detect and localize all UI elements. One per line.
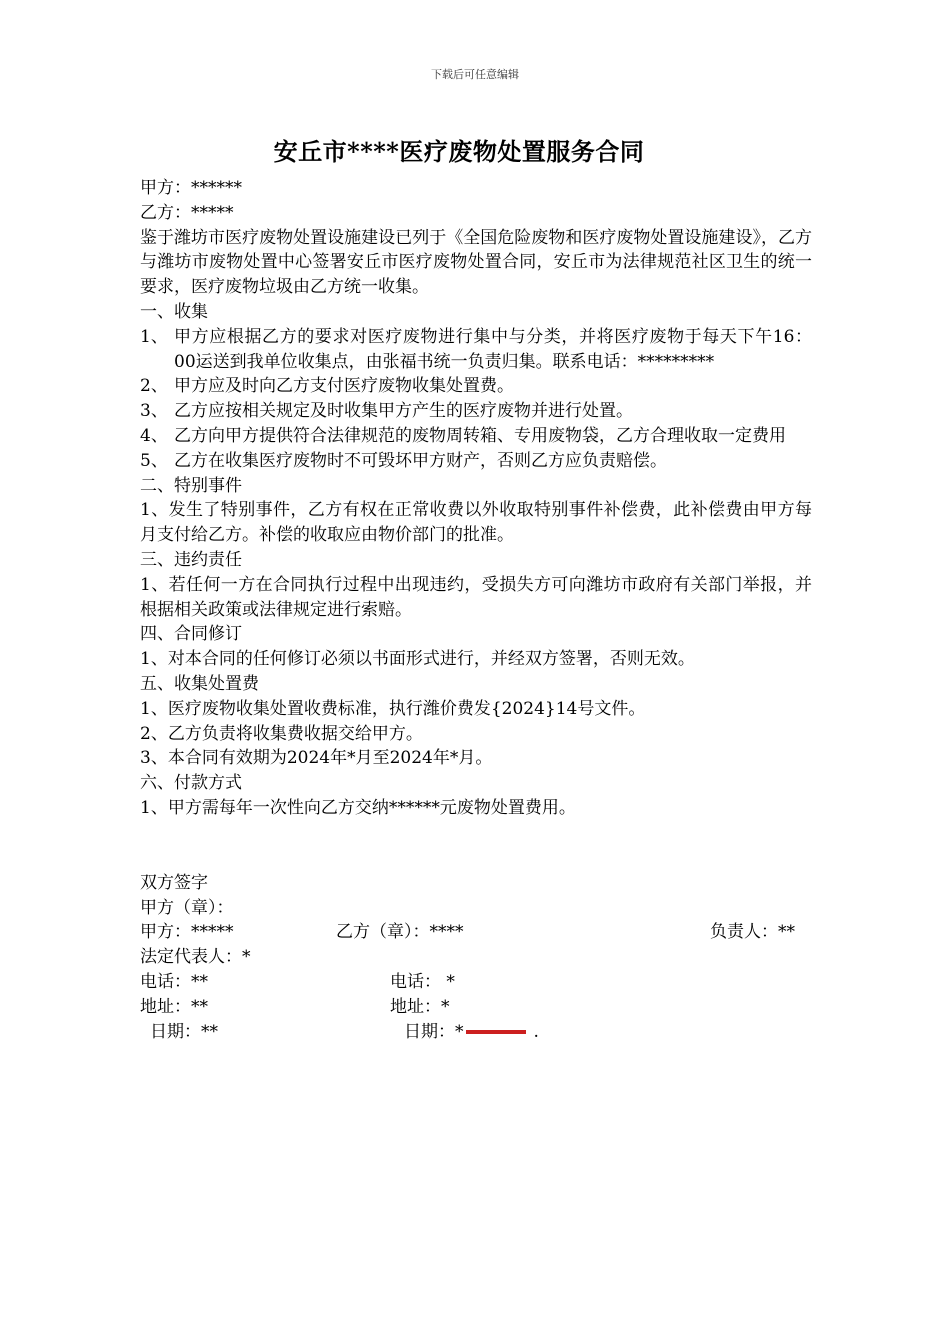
contract-body (140, 176, 812, 1044)
intro-paragraph: 鉴于潍坊市医疗废物处置设施建设已列于《全国危险废物和医疗废物处置设施建设》，乙方与潍坊市废物处置中心签署安丘市医疗废物处置合同，安丘市为法律规范社区卫生的统一要求，医疗废物垃圾由乙方统一收集。 (140, 227, 812, 298)
address-a: 地址：** (140, 996, 208, 1017)
section-heading-amendment: 四、合同修订 (140, 624, 242, 645)
section-heading-special-events: 二、特别事件 (140, 475, 242, 496)
special-events-text: 1、发生了特别事件，乙方有权在正常收费以外收取特别事件补偿费，此补偿费由甲方每月支付给乙方。补偿的收取应由物价部门的批准。 (140, 500, 812, 546)
list-item (140, 399, 812, 424)
section-heading-payment: 六、付款方式 (140, 773, 242, 794)
signature-party-b-seal: 乙方（章）：**** (336, 922, 464, 943)
list-text: 乙方在收集医疗废物时不可毁坏甲方财产，否则乙方应负责赔偿。 (174, 450, 667, 471)
signature-row-date (140, 1020, 812, 1045)
list-item (140, 374, 812, 399)
breach-text: 1、若任何一方在合同执行过程中出现违约，受损失方可向潍坊市政府有关部门举报，并根据相关政策或法律规定进行索赔。 (140, 574, 812, 620)
list-number: 1、 (140, 326, 168, 347)
payment-text: 1、甲方需每年一次性向乙方交纳******元废物处置费用。 (140, 797, 576, 818)
list-text: 乙方向甲方提供符合法律规范的废物周转箱、专用废物袋，乙方合理收取一定费用 (174, 425, 786, 446)
signature-responsible: 负责人：** (710, 922, 795, 943)
legal-representative: 法定代表人：* (140, 947, 251, 968)
party-b-line: 乙方：***** (140, 202, 234, 223)
section-heading-fees: 五、收集处置费 (140, 673, 259, 694)
list-number: 5、 (140, 450, 168, 471)
list-number: 2、 (140, 376, 168, 397)
signature-row-phone (140, 970, 812, 995)
spacer (140, 821, 812, 871)
date-b-tail: . (533, 1021, 539, 1042)
date-b-group (404, 1020, 539, 1045)
phone-b: 电话： * (390, 971, 455, 992)
fees-line: 3、本合同有效期为2024年*月至2024年*月。 (140, 748, 493, 769)
date-b: 日期：* (404, 1021, 464, 1042)
header-note: 下载后可任意编辑 (431, 68, 519, 81)
list-item (140, 449, 812, 474)
phone-a: 电话：** (140, 971, 208, 992)
fees-line: 1、医疗废物收集处置收费标准，执行潍价费发{2024}14号文件。 (140, 698, 646, 719)
section-heading-breach: 三、违约责任 (140, 549, 242, 570)
signature-heading: 双方签字 (140, 872, 208, 893)
party-a-line: 甲方：****** (140, 178, 242, 198)
list-number: 3、 (140, 401, 168, 422)
list-text: 甲方应根据乙方的要求对医疗废物进行集中与分类，并将医疗废物于每天下午16：00运送到我单位收集点，由张福书统一负责归集。联系电话：********* (174, 326, 812, 372)
amendment-text: 1、对本合同的任何修订必须以书面形式进行，并经双方签署，否则无效。 (140, 649, 695, 670)
list-item (140, 424, 812, 449)
section-heading-collection: 一、收集 (140, 301, 208, 322)
list-number: 4、 (140, 425, 168, 446)
signature-row-parties (140, 920, 812, 945)
party-a-seal: 甲方（章）： (140, 897, 234, 918)
list-text: 甲方应及时向乙方支付医疗废物收集处置费。 (174, 376, 514, 397)
signature-row-address (140, 995, 812, 1020)
fees-line: 2、乙方负责将收集费收据交给甲方。 (140, 723, 423, 744)
list-text: 乙方应按相关规定及时收集甲方产生的医疗废物并进行处置。 (174, 401, 633, 422)
red-underline-mark (466, 1030, 526, 1034)
list-item (140, 325, 812, 375)
date-a: 日期：** (150, 1021, 218, 1042)
signature-party-a: 甲方：***** (140, 922, 234, 943)
contract-title: 安丘市****医疗废物处置服务合同 (273, 137, 645, 166)
address-b: 地址：* (390, 996, 450, 1017)
